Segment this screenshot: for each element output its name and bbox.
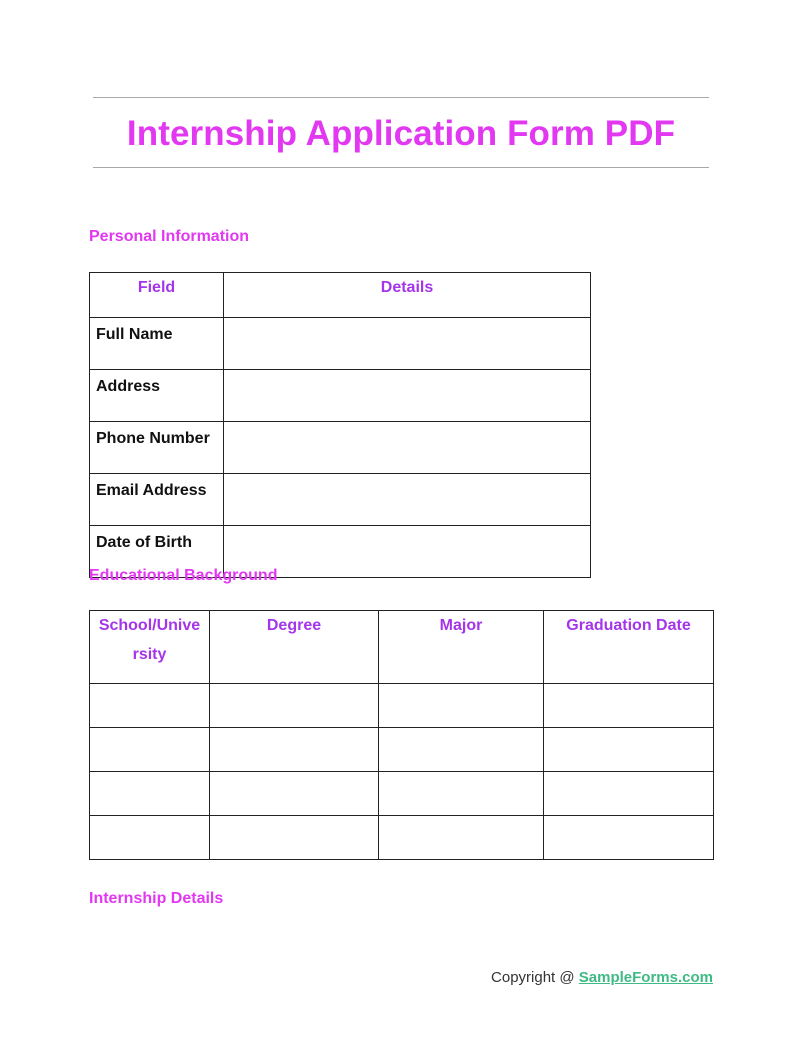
- graduation-date-cell[interactable]: [544, 816, 714, 860]
- table-row: [90, 684, 714, 728]
- column-header-details: Details: [224, 273, 591, 318]
- graduation-date-cell[interactable]: [544, 728, 714, 772]
- major-cell[interactable]: [379, 816, 544, 860]
- table-row: [90, 816, 714, 860]
- graduation-date-cell[interactable]: [544, 684, 714, 728]
- page-title: Internship Application Form PDF: [126, 114, 676, 153]
- title-bottom-rule: [93, 167, 709, 168]
- table-row: [90, 422, 591, 474]
- table-row: [90, 772, 714, 816]
- field-label-phone-number: Phone Number: [90, 422, 224, 474]
- school-cell[interactable]: [90, 728, 210, 772]
- details-cell-phone-number[interactable]: [224, 422, 591, 474]
- field-label-full-name: Full Name: [90, 318, 224, 370]
- educational-background-table: [89, 610, 714, 860]
- degree-cell[interactable]: [210, 816, 379, 860]
- degree-cell[interactable]: [210, 728, 379, 772]
- graduation-date-cell[interactable]: [544, 772, 714, 816]
- degree-cell[interactable]: [210, 684, 379, 728]
- school-cell[interactable]: [90, 772, 210, 816]
- column-header-degree: Degree: [210, 611, 379, 684]
- table-row: [90, 474, 591, 526]
- column-header-field: Field: [90, 273, 224, 318]
- copyright-footer: [491, 968, 713, 988]
- sampleforms-link[interactable]: SampleForms.com: [578, 969, 713, 986]
- section-heading-internship-details: Internship Details: [89, 890, 224, 907]
- table-row: [90, 728, 714, 772]
- school-cell[interactable]: [90, 816, 210, 860]
- section-heading-educational-background: Educational Background: [89, 567, 278, 584]
- column-header-major: Major: [379, 611, 544, 684]
- details-cell-address[interactable]: [224, 370, 591, 422]
- field-label-date-of-birth: Date of Birth: [90, 526, 224, 578]
- table-row: [90, 370, 591, 422]
- details-cell-full-name[interactable]: [224, 318, 591, 370]
- table-row: [90, 318, 591, 370]
- details-cell-email-address[interactable]: [224, 474, 591, 526]
- major-cell[interactable]: [379, 728, 544, 772]
- table-header-row: [90, 273, 591, 318]
- degree-cell[interactable]: [210, 772, 379, 816]
- details-cell-date-of-birth[interactable]: [224, 526, 591, 578]
- major-cell[interactable]: [379, 772, 544, 816]
- title-top-rule: [93, 97, 709, 98]
- table-header-row: [90, 611, 714, 684]
- field-label-address: Address: [90, 370, 224, 422]
- field-label-email-address: Email Address: [90, 474, 224, 526]
- copyright-prefix: Copyright @: [491, 969, 579, 986]
- personal-information-table: [89, 272, 591, 578]
- major-cell[interactable]: [379, 684, 544, 728]
- column-header-school-university: School/University: [90, 611, 210, 684]
- column-header-graduation-date: Graduation Date: [544, 611, 714, 684]
- school-cell[interactable]: [90, 684, 210, 728]
- section-heading-personal-information: Personal Information: [89, 228, 250, 245]
